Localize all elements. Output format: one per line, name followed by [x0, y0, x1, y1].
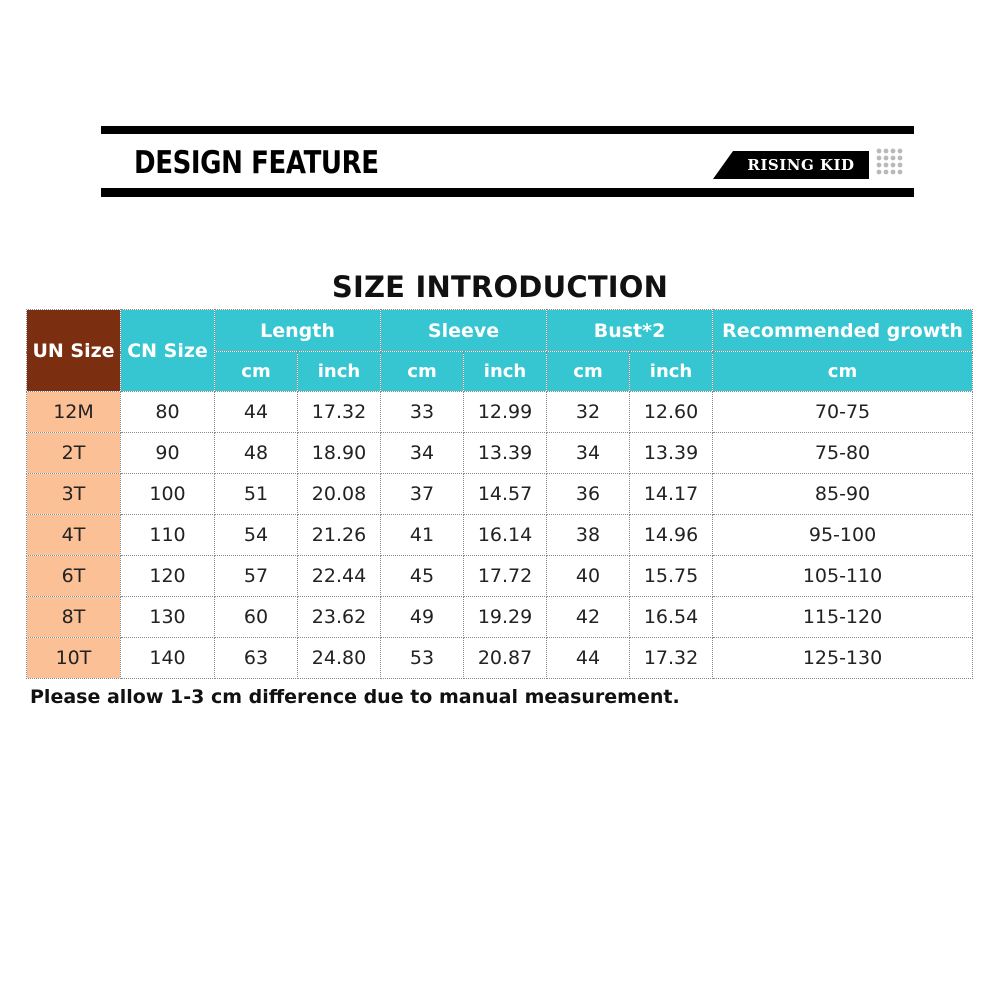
un-size-cell: 8T	[27, 597, 121, 638]
table-row	[27, 392, 973, 433]
length-inch-header: inch	[298, 352, 381, 392]
length-header: Length	[215, 310, 381, 352]
growth-cm-header: cm	[713, 352, 973, 392]
growth-cm-cell: 85-90	[713, 474, 973, 515]
un-size-cell: 6T	[27, 556, 121, 597]
sleeve-inch-cell: 20.87	[464, 638, 547, 679]
growth-cm-cell: 95-100	[713, 515, 973, 556]
un-size-cell: 2T	[27, 433, 121, 474]
un-size-cell: 3T	[27, 474, 121, 515]
dot-grid-icon	[876, 148, 904, 176]
sleeve-inch-cell: 17.72	[464, 556, 547, 597]
cn-size-cell: 130	[121, 597, 215, 638]
length-cm-cell: 44	[215, 392, 298, 433]
brand-name: RISING KID	[747, 156, 855, 174]
length-inch-cell: 23.62	[298, 597, 381, 638]
un-size-cell: 4T	[27, 515, 121, 556]
table-header-row	[27, 310, 973, 352]
length-cm-cell: 48	[215, 433, 298, 474]
brand-badge	[713, 151, 869, 179]
length-inch-cell: 21.26	[298, 515, 381, 556]
bust-cm-cell: 34	[547, 433, 630, 474]
sleeve-cm-cell: 33	[381, 392, 464, 433]
measurement-note: Please allow 1-3 cm difference due to manual measurement.	[30, 686, 680, 708]
length-inch-cell: 20.08	[298, 474, 381, 515]
bust-inch-cell: 14.17	[630, 474, 713, 515]
length-inch-cell: 18.90	[298, 433, 381, 474]
bust-cm-cell: 32	[547, 392, 630, 433]
bust-header: Bust*2	[547, 310, 713, 352]
size-table	[26, 309, 973, 679]
table-row	[27, 556, 973, 597]
sleeve-inch-cell: 16.14	[464, 515, 547, 556]
size-table-body	[27, 392, 973, 679]
sleeve-header: Sleeve	[381, 310, 547, 352]
growth-header: Recommended growth	[713, 310, 973, 352]
growth-cm-cell: 125-130	[713, 638, 973, 679]
sleeve-cm-cell: 34	[381, 433, 464, 474]
length-cm-cell: 51	[215, 474, 298, 515]
cn-size-cell: 80	[121, 392, 215, 433]
un-size-cell: 10T	[27, 638, 121, 679]
sleeve-cm-header: cm	[381, 352, 464, 392]
length-cm-cell: 57	[215, 556, 298, 597]
sleeve-cm-cell: 53	[381, 638, 464, 679]
cn-size-cell: 120	[121, 556, 215, 597]
header-bottom-rule	[101, 188, 914, 197]
bust-inch-cell: 16.54	[630, 597, 713, 638]
bust-cm-cell: 40	[547, 556, 630, 597]
sleeve-inch-cell: 12.99	[464, 392, 547, 433]
table-row	[27, 597, 973, 638]
length-inch-cell: 24.80	[298, 638, 381, 679]
sleeve-inch-cell: 13.39	[464, 433, 547, 474]
bust-inch-header: inch	[630, 352, 713, 392]
table-row	[27, 474, 973, 515]
table-row	[27, 638, 973, 679]
sleeve-cm-cell: 37	[381, 474, 464, 515]
size-table-title: SIZE INTRODUCTION	[331, 270, 669, 304]
table-row	[27, 433, 973, 474]
cn-size-cell: 100	[121, 474, 215, 515]
length-cm-header: cm	[215, 352, 298, 392]
bust-inch-cell: 15.75	[630, 556, 713, 597]
header-top-rule	[101, 126, 914, 134]
growth-cm-cell: 70-75	[713, 392, 973, 433]
table-row	[27, 515, 973, 556]
bust-cm-cell: 42	[547, 597, 630, 638]
un-size-header: UN Size	[27, 310, 121, 392]
sleeve-cm-cell: 41	[381, 515, 464, 556]
bust-inch-cell: 17.32	[630, 638, 713, 679]
length-inch-cell: 17.32	[298, 392, 381, 433]
design-feature-title: DESIGN FEATURE	[134, 145, 379, 181]
sleeve-inch-header: inch	[464, 352, 547, 392]
bust-cm-cell: 38	[547, 515, 630, 556]
cn-size-header: CN Size	[121, 310, 215, 392]
sleeve-inch-cell: 19.29	[464, 597, 547, 638]
cn-size-cell: 110	[121, 515, 215, 556]
length-inch-cell: 22.44	[298, 556, 381, 597]
sleeve-cm-cell: 49	[381, 597, 464, 638]
bust-inch-cell: 14.96	[630, 515, 713, 556]
un-size-cell: 12M	[27, 392, 121, 433]
growth-cm-cell: 75-80	[713, 433, 973, 474]
bust-cm-cell: 36	[547, 474, 630, 515]
bust-cm-header: cm	[547, 352, 630, 392]
cn-size-cell: 140	[121, 638, 215, 679]
growth-cm-cell: 105-110	[713, 556, 973, 597]
sleeve-cm-cell: 45	[381, 556, 464, 597]
growth-cm-cell: 115-120	[713, 597, 973, 638]
cn-size-cell: 90	[121, 433, 215, 474]
bust-inch-cell: 12.60	[630, 392, 713, 433]
sleeve-inch-cell: 14.57	[464, 474, 547, 515]
bust-inch-cell: 13.39	[630, 433, 713, 474]
length-cm-cell: 63	[215, 638, 298, 679]
length-cm-cell: 60	[215, 597, 298, 638]
bust-cm-cell: 44	[547, 638, 630, 679]
length-cm-cell: 54	[215, 515, 298, 556]
